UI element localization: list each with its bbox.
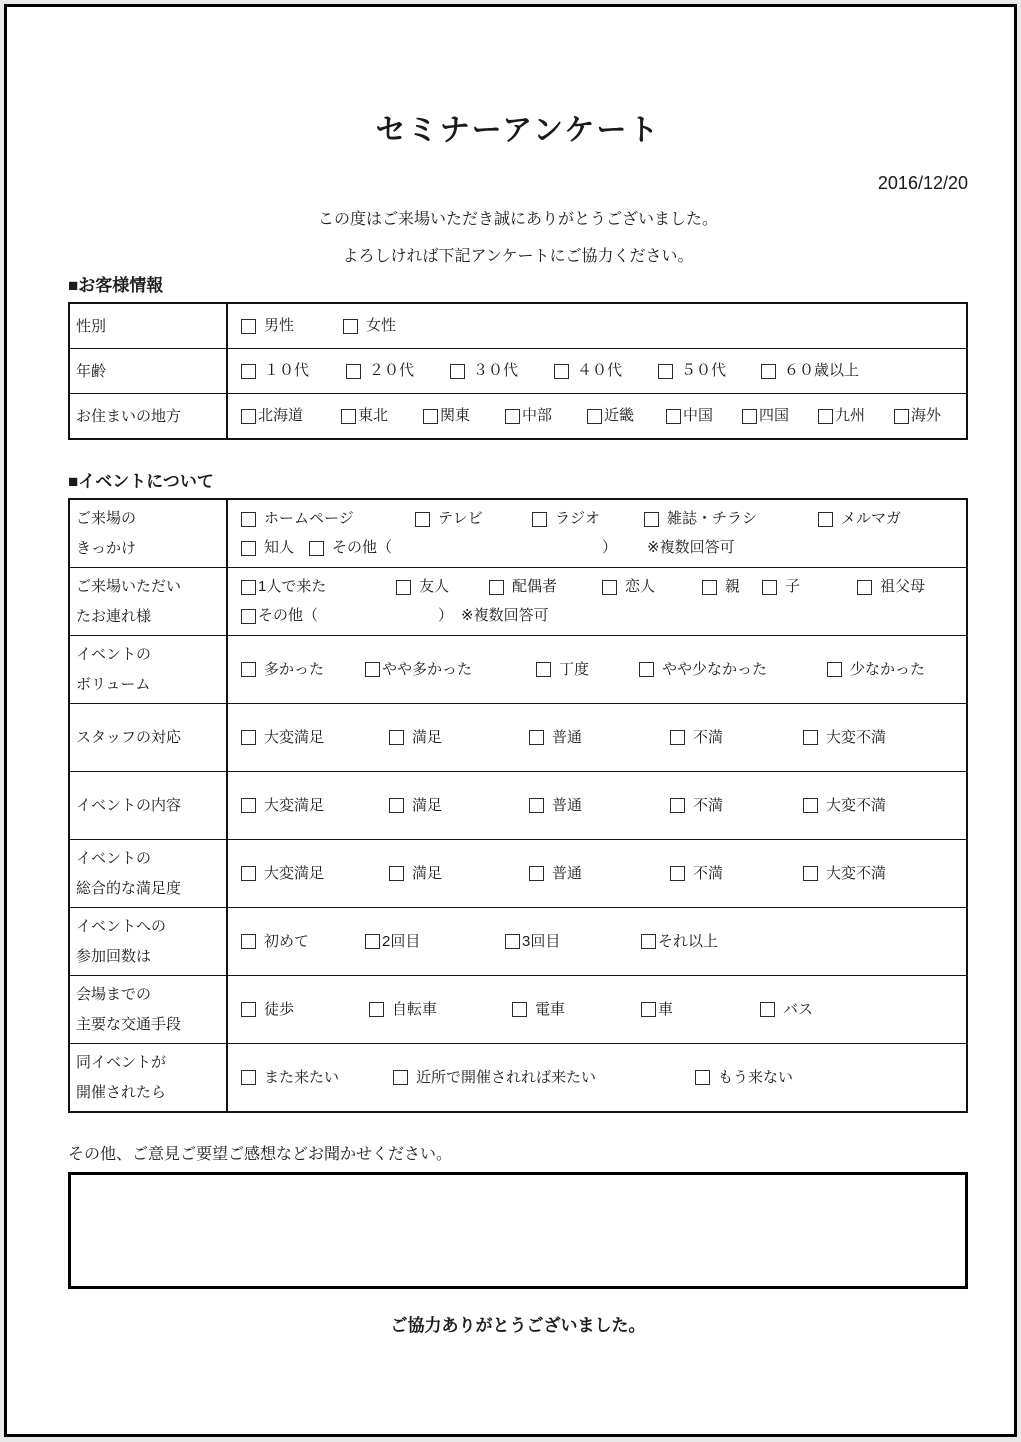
checkbox-option[interactable] (389, 864, 529, 884)
greeting-line-1: この度はご来場いただき誠にありがとうございました。 (317, 211, 718, 228)
option-label: 子 (785, 578, 801, 595)
greeting-text (68, 201, 968, 275)
option-label: 多かった (264, 660, 325, 678)
row-options (228, 349, 966, 393)
checkbox-icon[interactable] (587, 409, 602, 424)
option-label: 普通 (552, 728, 583, 746)
option-label: 近所で開催されれば来たい (416, 1068, 597, 1086)
row-label-line: きっかけ (76, 539, 137, 557)
checkbox-option[interactable] (803, 728, 886, 748)
option-label: 電車 (535, 1000, 566, 1018)
checkbox-option[interactable] (670, 796, 803, 816)
row-label-line: 会場までの (76, 986, 152, 1004)
checkbox-option[interactable] (803, 864, 886, 884)
checkbox-icon[interactable] (241, 364, 256, 379)
checkbox-option[interactable] (602, 577, 702, 597)
option-label: 東北 (358, 407, 389, 424)
checkbox-option[interactable] (365, 660, 536, 680)
checkbox-icon[interactable] (241, 662, 256, 677)
comments-textarea[interactable] (68, 1172, 968, 1289)
option-label: 自転車 (392, 1000, 438, 1018)
note-text: ※複数回答可 (617, 539, 735, 556)
checkbox-option[interactable] (827, 660, 925, 680)
row-label-line: ボリューム (76, 675, 151, 693)
option-label: バス (783, 1000, 814, 1018)
checkbox-icon[interactable] (241, 798, 256, 813)
checkbox-icon[interactable] (803, 730, 818, 745)
row-label (70, 500, 228, 567)
row-label (70, 908, 228, 975)
row-label-line: 総合的な満足度 (76, 879, 182, 897)
row-label-line: ご来場の (76, 510, 137, 528)
option-label: ４０代 (577, 362, 623, 379)
checkbox-icon[interactable] (742, 409, 757, 424)
checkbox-icon[interactable] (415, 512, 430, 527)
option-label: ５０代 (681, 362, 727, 379)
checkbox-icon[interactable] (857, 580, 872, 595)
checkbox-icon[interactable] (241, 1070, 256, 1085)
checkbox-option[interactable] (396, 577, 489, 597)
option-label: 満足 (412, 728, 443, 746)
option-label: 車 (658, 1000, 674, 1018)
checkbox-option[interactable] (241, 406, 341, 426)
option-label: 友人 (419, 578, 450, 595)
checkbox-option[interactable] (644, 509, 818, 529)
checkbox-icon[interactable] (658, 364, 673, 379)
row-label-line: 主要な交通手段 (76, 1015, 182, 1033)
checkbox-icon[interactable] (602, 580, 617, 595)
checkbox-option[interactable] (857, 577, 925, 597)
option-label: ３０代 (473, 362, 519, 379)
checkbox-icon[interactable] (532, 512, 547, 527)
survey-table (68, 302, 968, 440)
checkbox-option[interactable] (670, 728, 803, 748)
checkbox-icon[interactable] (241, 541, 256, 556)
option-label: それ以上 (658, 932, 719, 950)
option-label: 祖父母 (880, 578, 926, 595)
checkbox-icon[interactable] (393, 1070, 408, 1085)
checkbox-icon[interactable] (241, 319, 256, 334)
checkbox-icon[interactable] (489, 580, 504, 595)
checkbox-icon[interactable] (827, 662, 842, 677)
option-label: 九州 (835, 407, 866, 424)
option-label: 徒歩 (264, 1000, 295, 1018)
checkbox-option[interactable] (658, 361, 761, 381)
checkbox-icon[interactable] (389, 730, 404, 745)
row-label (70, 772, 228, 839)
checkbox-icon[interactable] (241, 866, 256, 881)
checkbox-option[interactable] (760, 1000, 813, 1020)
checkbox-option[interactable] (343, 316, 396, 336)
checkbox-icon[interactable] (529, 730, 544, 745)
checkbox-icon[interactable] (343, 319, 358, 334)
checkbox-option[interactable] (389, 796, 529, 816)
option-label: ６０歳以上 (784, 362, 860, 379)
option-label: その他（ ） (258, 607, 454, 624)
option-label: 1人で来た (258, 578, 327, 595)
option-label: 大変満足 (264, 796, 325, 814)
row-options (228, 772, 966, 839)
row-options (228, 500, 966, 567)
checkbox-option[interactable] (762, 577, 857, 597)
checkbox-option[interactable] (803, 796, 886, 816)
option-label: 大変満足 (264, 728, 325, 746)
checkbox-option[interactable] (241, 796, 389, 816)
checkbox-icon[interactable] (670, 730, 685, 745)
greeting-line-2: よろしければ下記アンケートにご協力ください。 (342, 248, 694, 265)
section-heading: ■お客様情報 (68, 276, 164, 295)
checkbox-option[interactable] (415, 509, 532, 529)
row-label (70, 704, 228, 771)
row-label-line: 同イベントが (76, 1054, 167, 1072)
checkbox-icon[interactable] (309, 541, 324, 556)
option-label: やや少なかった (662, 660, 768, 678)
checkbox-option[interactable] (241, 1000, 369, 1020)
option-label: 恋人 (625, 578, 656, 595)
row-label (70, 1044, 228, 1111)
checkbox-option[interactable] (554, 361, 658, 381)
checkbox-option[interactable] (742, 406, 818, 426)
checkbox-icon[interactable] (670, 866, 685, 881)
checkbox-icon[interactable] (241, 609, 256, 624)
checkbox-icon[interactable] (505, 409, 520, 424)
checkbox-option[interactable] (641, 1000, 760, 1020)
checkbox-icon[interactable] (241, 580, 256, 595)
option-label: 不満 (693, 728, 724, 746)
row-label (70, 394, 228, 438)
table-row (70, 839, 966, 907)
checkbox-icon[interactable] (529, 798, 544, 813)
checkbox-option[interactable] (309, 538, 617, 558)
table-row (70, 771, 966, 839)
checkbox-option[interactable] (505, 406, 587, 426)
checkbox-option[interactable] (536, 660, 639, 680)
option-label: もう来ない (718, 1068, 794, 1086)
comments-prompt: その他、ご意見ご要望ご感想などお聞かせください。 (68, 1146, 453, 1163)
checkbox-option[interactable] (489, 577, 602, 597)
checkbox-option[interactable] (241, 577, 396, 597)
survey-table (68, 498, 968, 1113)
checkbox-option[interactable] (695, 1068, 793, 1088)
option-label: やや多かった (382, 660, 473, 678)
checkbox-option[interactable] (529, 728, 670, 748)
checkbox-option[interactable] (666, 406, 742, 426)
checkbox-icon[interactable] (423, 409, 438, 424)
checkbox-icon[interactable] (818, 409, 833, 424)
checkbox-icon[interactable] (702, 580, 717, 595)
option-label: 男性 (264, 317, 295, 334)
checkbox-option[interactable] (529, 796, 670, 816)
table-row (70, 304, 966, 348)
option-label: 満足 (412, 864, 443, 882)
table-row (70, 1043, 966, 1111)
table-row (70, 393, 966, 438)
checkbox-option[interactable] (450, 361, 554, 381)
form-title: セミナーアンケート (375, 114, 661, 147)
checkbox-icon[interactable] (803, 866, 818, 881)
row-label (70, 568, 228, 635)
checkbox-icon[interactable] (554, 364, 569, 379)
checkbox-option[interactable] (529, 864, 670, 884)
checkbox-option[interactable] (670, 864, 803, 884)
checkbox-icon[interactable] (365, 934, 380, 949)
sections-container (68, 275, 968, 1113)
option-label: 丁度 (559, 660, 590, 678)
checkbox-icon[interactable] (505, 934, 520, 949)
row-label-line: スタッフの対応 (76, 729, 182, 746)
row-label-line: ご来場いただい (76, 578, 182, 596)
table-row (70, 907, 966, 975)
checkbox-option[interactable] (393, 1068, 695, 1088)
checkbox-option[interactable] (241, 316, 343, 336)
row-label-line: お住まいの地方 (76, 407, 182, 425)
checkbox-icon[interactable] (450, 364, 465, 379)
option-label: 満足 (412, 796, 443, 814)
checkbox-icon[interactable] (894, 409, 909, 424)
section-heading: ■イベントについて (68, 472, 214, 491)
checkbox-icon[interactable] (666, 409, 681, 424)
row-label-line: イベントの (76, 646, 152, 664)
option-label: 大変不満 (826, 728, 887, 746)
option-label: 海外 (911, 407, 942, 424)
checkbox-icon[interactable] (241, 1002, 256, 1017)
row-label (70, 304, 228, 348)
option-label: 大変満足 (264, 864, 325, 882)
option-label: 北海道 (258, 407, 304, 424)
checkbox-icon[interactable] (529, 866, 544, 881)
checkbox-option[interactable] (241, 864, 389, 884)
option-label: 女性 (366, 317, 397, 334)
row-label (70, 636, 228, 703)
checkbox-icon[interactable] (641, 1002, 656, 1017)
checkbox-icon[interactable] (670, 798, 685, 813)
row-label (70, 840, 228, 907)
checkbox-icon[interactable] (639, 662, 654, 677)
option-label: 3回目 (522, 932, 561, 950)
checkbox-icon[interactable] (644, 512, 659, 527)
option-label: 知人 (264, 539, 295, 556)
checkbox-icon[interactable] (536, 662, 551, 677)
checkbox-option[interactable] (241, 932, 365, 952)
checkbox-option[interactable] (818, 509, 901, 529)
checkbox-icon[interactable] (241, 934, 256, 949)
table-row (70, 635, 966, 703)
checkbox-icon[interactable] (389, 866, 404, 881)
row-options (228, 840, 966, 907)
checkbox-icon[interactable] (365, 662, 380, 677)
row-label-line: たお連れ様 (76, 607, 152, 625)
checkbox-option[interactable] (241, 509, 415, 529)
option-label: その他（ ） (332, 539, 618, 556)
checkbox-option[interactable] (512, 1000, 641, 1020)
option-label: 大変不満 (826, 864, 887, 882)
checkbox-icon[interactable] (341, 409, 356, 424)
option-label: 近畿 (604, 407, 635, 424)
option-label: 少なかった (850, 660, 926, 678)
row-options (228, 636, 966, 703)
checkbox-icon[interactable] (241, 512, 256, 527)
row-label-line: イベントの内容 (76, 797, 182, 814)
table-row (70, 500, 966, 567)
checkbox-option[interactable] (389, 728, 529, 748)
table-row (70, 703, 966, 771)
checkbox-option[interactable] (346, 361, 450, 381)
option-label: 普通 (552, 796, 583, 814)
checkbox-icon[interactable] (389, 798, 404, 813)
option-label: メルマガ (841, 510, 902, 527)
checkbox-icon[interactable] (803, 798, 818, 813)
option-label: 大変不満 (826, 796, 887, 814)
option-label: 配偶者 (512, 578, 558, 595)
checkbox-icon[interactable] (346, 364, 361, 379)
option-label: 不満 (693, 796, 724, 814)
checkbox-option[interactable] (365, 932, 505, 952)
checkbox-option[interactable] (639, 660, 827, 680)
table-row (70, 975, 966, 1043)
note-text: ※複数回答可 (461, 607, 549, 624)
checkbox-option[interactable] (241, 606, 453, 626)
table-row (70, 567, 966, 635)
row-options (228, 304, 966, 348)
row-label (70, 349, 228, 393)
checkbox-option[interactable] (241, 728, 389, 748)
checkbox-option[interactable] (241, 660, 365, 680)
checkbox-option[interactable] (818, 406, 894, 426)
option-label: 四国 (759, 407, 790, 424)
checkbox-icon[interactable] (241, 730, 256, 745)
table-row (70, 348, 966, 393)
option-label: 関東 (440, 407, 471, 424)
date-label: 2016/12/20 (877, 173, 968, 193)
checkbox-option[interactable] (241, 1068, 393, 1088)
option-label: また来たい (264, 1068, 340, 1086)
checkbox-icon[interactable] (396, 580, 411, 595)
row-options (228, 908, 966, 975)
checkbox-icon[interactable] (818, 512, 833, 527)
checkbox-icon[interactable] (641, 934, 656, 949)
checkbox-option[interactable] (369, 1000, 512, 1020)
row-label (70, 976, 228, 1043)
checkbox-icon[interactable] (762, 580, 777, 595)
checkbox-icon[interactable] (695, 1070, 710, 1085)
row-label-line: 参加回数は (76, 947, 152, 965)
option-label: ホームページ (264, 510, 354, 527)
survey-content (68, 113, 968, 1336)
checkbox-option[interactable] (505, 932, 641, 952)
checkbox-option[interactable] (894, 406, 941, 426)
checkbox-option[interactable] (532, 509, 644, 529)
checkbox-option[interactable] (423, 406, 505, 426)
option-label: 2回目 (382, 932, 421, 950)
checkbox-icon[interactable] (512, 1002, 527, 1017)
option-label: 不満 (693, 864, 724, 882)
checkbox-icon[interactable] (760, 1002, 775, 1017)
option-label: 普通 (552, 864, 583, 882)
option-label: ラジオ (555, 510, 601, 527)
checkbox-option[interactable] (761, 361, 859, 381)
row-options (228, 704, 966, 771)
row-label-line: 開催されたら (76, 1083, 167, 1101)
checkbox-option[interactable] (641, 932, 718, 952)
checkbox-option[interactable] (587, 406, 666, 426)
row-label-line: イベントへの (76, 918, 167, 936)
row-options (228, 394, 966, 438)
option-label: １０代 (264, 362, 310, 379)
row-label-line: 年齢 (76, 362, 107, 380)
checkbox-option[interactable] (341, 406, 423, 426)
checkbox-option[interactable] (702, 577, 762, 597)
row-options (228, 1044, 966, 1111)
checkbox-option[interactable] (241, 538, 309, 558)
row-label-line: 性別 (76, 317, 107, 335)
survey-page (4, 4, 1017, 1437)
option-label: テレビ (438, 510, 483, 527)
option-label: 初めて (264, 932, 310, 950)
checkbox-option[interactable] (241, 361, 346, 381)
row-label-line: イベントの (76, 850, 152, 868)
closing-message: ご協力ありがとうございました。 (390, 1316, 646, 1335)
option-label: 親 (725, 578, 741, 595)
option-label: 中部 (522, 407, 553, 424)
checkbox-icon[interactable] (241, 409, 256, 424)
row-options (228, 976, 966, 1043)
option-label: 中国 (683, 407, 714, 424)
checkbox-icon[interactable] (761, 364, 776, 379)
checkbox-icon[interactable] (369, 1002, 384, 1017)
option-label: ２０代 (369, 362, 415, 379)
row-options (228, 568, 966, 635)
option-label: 雑誌・チラシ (667, 510, 758, 527)
